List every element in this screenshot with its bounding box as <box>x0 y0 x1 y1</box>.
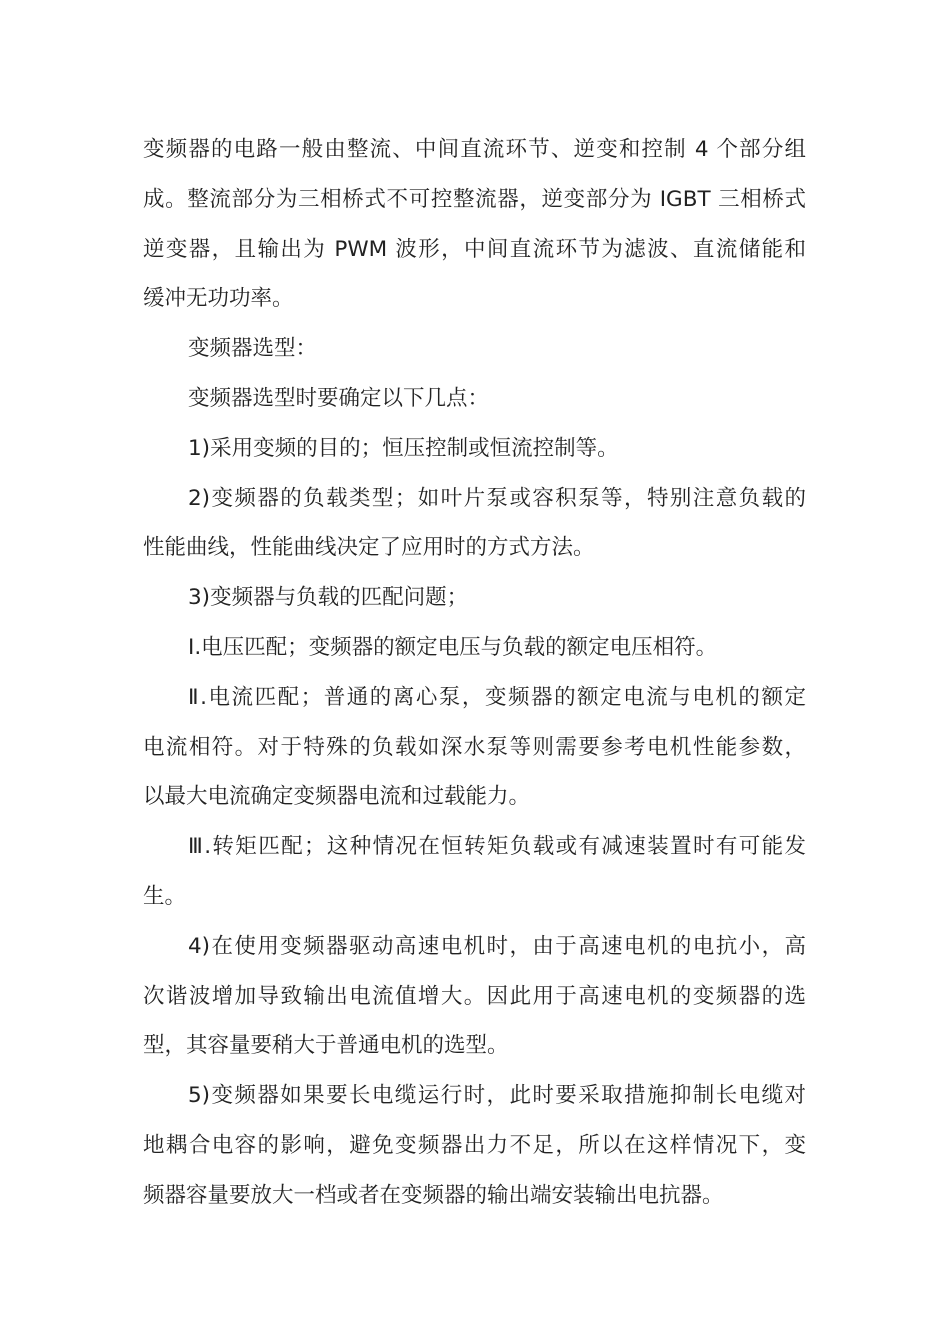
text-line: Ⅲ.转矩匹配；这种情况在恒转矩负载或有减速装置时有可能发 <box>188 834 806 860</box>
text-line: 变频器的电路一般由整流、中间直流环节、逆变和控制 4 个部分组 <box>143 137 806 162</box>
paragraph <box>143 623 806 673</box>
text-line: 2)变频器的负载类型；如叶片泵或容积泵等，特别注意负载的 <box>188 485 806 511</box>
text-line: 次谐波增加导致输出电流值增大。因此用于高速电机的变频器的选 <box>143 983 806 1009</box>
text-line: 以最大电流确定变频器电流和过载能力。 <box>143 784 531 810</box>
text-line: 1)采用变频的目的；恒压控制或恒流控制等。 <box>188 435 619 461</box>
paragraph <box>143 474 806 574</box>
text-line: 4)在使用变频器驱动高速电机时，由于高速电机的电抗小，高 <box>188 933 806 959</box>
text-line: 电流相符。对于特殊的负载如深水泵等则需要参考电机性能参数， <box>143 734 806 760</box>
paragraph <box>143 922 806 1071</box>
paragraph <box>143 573 806 623</box>
text-line: 3)变频器与负载的匹配问题； <box>188 585 469 611</box>
text-line: Ⅱ.电流匹配；普通的离心泵，变频器的额定电流与电机的额定 <box>188 684 806 710</box>
text-line: 逆变器，且输出为 PWM 波形，中间直流环节为滤波、直流储能和 <box>143 236 806 262</box>
text-line: 缓冲无功功率。 <box>143 286 294 312</box>
paragraph <box>143 424 806 474</box>
paragraph <box>143 125 806 324</box>
text-line: 成。整流部分为三相桥式不可控整流器，逆变部分为 IGBT 三相桥式 <box>143 186 806 212</box>
paragraph <box>143 374 806 424</box>
paragraph <box>143 822 806 922</box>
text-line: 地耦合电容的影响，避免变频器出力不足，所以在这样情况下，变 <box>143 1132 806 1158</box>
text-line: 生。 <box>143 883 187 909</box>
paragraph <box>143 673 806 822</box>
text-line: 型，其容量要稍大于普通电机的选型。 <box>143 1033 509 1059</box>
text-line: Ⅰ.电压匹配；变频器的额定电压与负载的额定电压相符。 <box>188 634 718 660</box>
paragraph <box>143 1071 806 1220</box>
text-line: 性能曲线，性能曲线决定了应用时的方式方法。 <box>143 535 595 561</box>
paragraph <box>143 324 806 374</box>
text-line: 频器容量要放大一档或者在变频器的输出端安装输出电抗器。 <box>143 1182 724 1208</box>
text-line: 变频器选型： <box>188 336 318 362</box>
text-line: 变频器选型时要确定以下几点： <box>188 385 490 411</box>
document-body <box>143 125 806 1221</box>
text-line: 5)变频器如果要长电缆运行时，此时要采取措施抑制长电缆对 <box>188 1083 806 1109</box>
